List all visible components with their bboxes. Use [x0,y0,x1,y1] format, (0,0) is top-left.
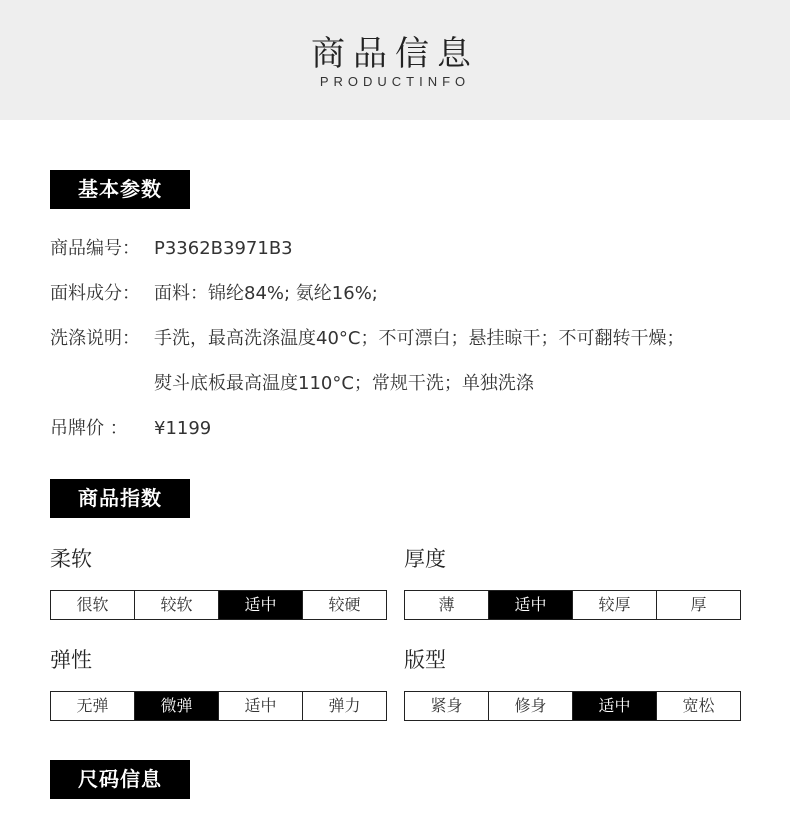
scale-option-selected: 适中 [573,692,657,720]
index-title: 弹性 [50,648,92,672]
scale-option: 适中 [219,692,303,720]
scale-option: 较硬 [328,595,361,614]
page-subtitle: PRODUCTINFO [319,74,471,89]
index-scale [50,691,387,721]
index-group-fit [404,645,741,715]
param-row-price [50,414,211,444]
param-value: 手洗，最高洗涤温度40°C；不可漂白；悬挂晾干；不可翻转干燥； [154,328,685,349]
scale-option: 紧身 [405,692,489,720]
param-label: 吊牌价 ： [50,418,128,439]
index-scale [404,691,741,721]
scale-option: 薄 [405,591,489,619]
section-tag-product-index: 商品指数 [50,479,190,518]
index-scale [50,590,387,620]
section-tag-size-info: 尺码信息 [50,760,190,799]
param-row-fabric [50,279,378,309]
index-group-elasticity [50,645,387,715]
scale-option: 较软 [135,591,219,619]
index-group-softness [50,544,387,614]
index-scale [404,590,741,620]
param-label: 面料成分： [50,283,140,304]
scale-option-selected: 微弹 [135,692,219,720]
param-label: 商品编号： [50,238,140,259]
param-value: 面料：锦纶84%; 氨纶16%; [154,283,378,304]
page-header [0,0,790,120]
index-title: 柔软 [50,547,92,571]
index-group-thickness [404,544,741,614]
param-value: P3362B3971B3 [154,238,293,259]
scale-option: 厚 [690,595,707,614]
scale-option: 很软 [51,591,135,619]
scale-option: 无弹 [51,692,135,720]
section-tag-basic-params: 基本参数 [50,170,190,209]
scale-option: 弹力 [328,696,361,715]
param-value-care-continued: 熨斗底板最高温度110°C；常规干洗；单独洗涤 [154,373,534,394]
scale-option: 宽松 [682,696,715,715]
scale-option-selected: 适中 [489,591,573,619]
param-row-care [50,324,684,354]
index-title: 厚度 [404,547,446,571]
param-value: ¥1199 [154,418,212,439]
index-title: 版型 [404,648,446,672]
page-title: 商品信息 [311,34,479,74]
param-label: 洗涤说明： [50,328,140,349]
scale-option: 修身 [489,692,573,720]
scale-option-selected: 适中 [219,591,303,619]
scale-option: 较厚 [573,591,657,619]
param-row-product-code [50,234,293,264]
